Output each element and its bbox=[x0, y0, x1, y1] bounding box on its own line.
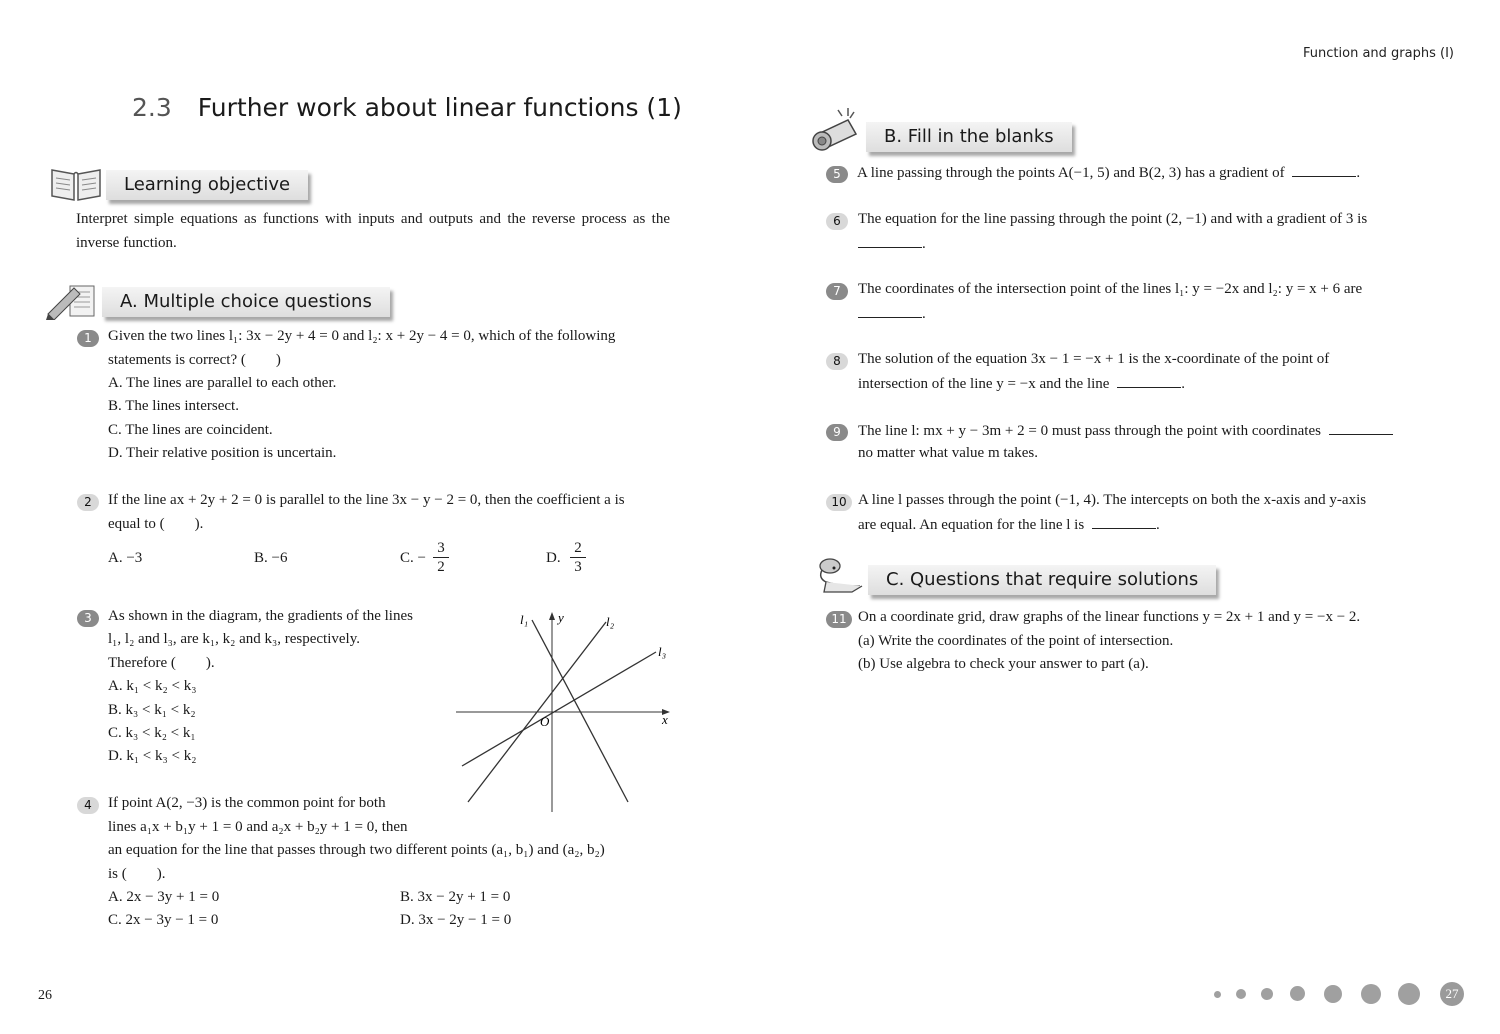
label-l1: l₁ bbox=[520, 612, 529, 627]
section-c-label: C. Questions that require solutions bbox=[868, 565, 1216, 595]
decorative-dot bbox=[1361, 984, 1381, 1004]
chapter-number: 2.3 bbox=[132, 93, 172, 122]
question-2-option-c-fraction bbox=[433, 540, 449, 577]
question-10-line-1: A line l passes through the point (−1, 4). The intercepts on both the x-axis and y-axis bbox=[858, 492, 1367, 508]
running-header: Function and graphs (I) bbox=[1303, 46, 1454, 61]
question-2-stem: If the line ax + 2y + 2 = 0 is parallel to the line 3x − y − 2 = 0, then the coefficient a is bbox=[108, 492, 625, 508]
decorative-dot bbox=[1324, 985, 1342, 1003]
question-11-badge: 11 bbox=[826, 611, 852, 628]
question-9-badge: 9 bbox=[826, 424, 848, 441]
question-7-line-2 bbox=[858, 305, 926, 323]
question-11-part-b: (b) Use algebra to check your answer to part (a). bbox=[858, 656, 1149, 672]
label-origin: O bbox=[540, 714, 550, 729]
label-x: x bbox=[662, 712, 668, 727]
question-11-line-1: On a coordinate grid, draw graphs of the linear functions y = 2x + 1 and y = −x − 2. bbox=[858, 609, 1361, 625]
question-8-end: . bbox=[1181, 376, 1185, 392]
question-6-end: . bbox=[922, 236, 926, 252]
answer-blank[interactable] bbox=[1292, 164, 1356, 177]
question-10-badge: 10 bbox=[826, 494, 852, 511]
question-11-part-a: (a) Write the coordinates of the point of intersection. bbox=[858, 633, 1174, 649]
question-3-badge: 3 bbox=[77, 610, 99, 627]
pencil-icon bbox=[44, 280, 100, 320]
question-5-badge: 5 bbox=[826, 166, 848, 183]
question-7-badge: 7 bbox=[826, 283, 848, 300]
learning-objective-text: Interpret simple equations as functions with inputs and outputs and the reverse process as the inverse function. bbox=[76, 211, 670, 251]
question-4-option-d: D. 3x − 2y − 1 = 0 bbox=[400, 912, 512, 928]
question-10-line-2 bbox=[858, 516, 1160, 534]
question-3-option-a: A. k₁ < k₂ < k₃ bbox=[108, 678, 197, 694]
book-icon bbox=[50, 166, 102, 202]
question-6-line-2 bbox=[858, 235, 926, 253]
question-4-badge: 4 bbox=[77, 797, 99, 814]
decorative-dot bbox=[1236, 989, 1246, 999]
question-5-stem: A line passing through the points A(−1, 5) and B(2, 3) has a gradient of bbox=[857, 165, 1285, 181]
question-6-line-1: The equation for the line passing through the point (2, −1) and with a gradient of 3 is bbox=[858, 211, 1368, 227]
question-3-option-d: D. k₁ < k₃ < k₂ bbox=[108, 748, 197, 764]
decorative-dot bbox=[1290, 986, 1305, 1001]
question-1-option-c: C. The lines are coincident. bbox=[108, 422, 273, 438]
question-7-end: . bbox=[922, 306, 926, 322]
question-8-line-1: The solution of the equation 3x − 1 = −x + 1 is the x-coordinate of the point of bbox=[858, 351, 1330, 367]
decorative-dot bbox=[1398, 983, 1420, 1005]
question-2-badge: 2 bbox=[77, 494, 99, 511]
question-3-option-c: C. k₃ < k₂ < k₁ bbox=[108, 725, 196, 741]
fraction-denominator: 3 bbox=[574, 559, 582, 575]
question-3-option-b: B. k₃ < k₁ < k₂ bbox=[108, 702, 196, 718]
question-3-diagram bbox=[448, 606, 678, 816]
question-9-line-1 bbox=[858, 422, 1393, 440]
question-2-stem-2: equal to ( ). bbox=[108, 516, 204, 532]
question-3-stem-3: Therefore ( ). bbox=[108, 655, 215, 671]
chapter-title: Further work about linear functions (1) bbox=[197, 93, 682, 122]
answer-blank[interactable] bbox=[1329, 422, 1393, 435]
line-l1 bbox=[532, 620, 628, 802]
question-10-end: . bbox=[1155, 517, 1160, 533]
label-l3: l₃ bbox=[658, 644, 667, 659]
decorative-dot bbox=[1214, 991, 1221, 998]
question-1-option-b: B. The lines intersect. bbox=[108, 398, 239, 414]
question-8-badge: 8 bbox=[826, 353, 848, 370]
scroll-icon bbox=[808, 106, 862, 152]
decorative-dot bbox=[1261, 988, 1273, 1000]
chapter-heading bbox=[132, 93, 682, 122]
question-8-stem-2: intersection of the line y = −x and the line bbox=[858, 376, 1110, 392]
answer-blank[interactable] bbox=[1092, 516, 1156, 529]
question-4-option-b: B. 3x − 2y + 1 = 0 bbox=[400, 889, 511, 905]
question-9-line-2: no matter what value m takes. bbox=[858, 445, 1038, 461]
question-4-option-a: A. 2x − 3y + 1 = 0 bbox=[108, 889, 220, 905]
question-3-stem: As shown in the diagram, the gradients of the lines bbox=[108, 608, 413, 624]
question-8-line-2 bbox=[858, 375, 1185, 393]
fraction-numerator: 2 bbox=[570, 540, 586, 558]
question-2-option-c: C. − bbox=[400, 550, 426, 566]
line-l3 bbox=[462, 652, 656, 766]
question-4-stem: If point A(2, −3) is the common point for both bbox=[108, 795, 386, 811]
page-number-left: 26 bbox=[38, 988, 52, 1003]
section-b-label: B. Fill in the blanks bbox=[866, 122, 1072, 152]
question-5-end: . bbox=[1356, 165, 1361, 181]
page-number-right: 27 bbox=[1440, 982, 1464, 1006]
question-1-option-a: A. The lines are parallel to each other. bbox=[108, 375, 337, 391]
learning-objective-label: Learning objective bbox=[106, 170, 308, 200]
answer-blank[interactable] bbox=[858, 305, 922, 318]
question-4-stem-4: is ( ). bbox=[108, 866, 166, 882]
question-1-badge: 1 bbox=[77, 330, 99, 347]
thinker-icon bbox=[812, 556, 866, 596]
question-1-stem-2: statements is correct? ( ) bbox=[108, 352, 281, 368]
question-3-stem-2: l₁, l₂ and l₃, are k₁, k₂ and k₃, respectively. bbox=[108, 631, 360, 647]
question-2-option-d-fraction bbox=[570, 540, 586, 577]
question-4-stem-3: an equation for the line that passes through two different points (a₁, b₁) and (a₂, b₂) bbox=[108, 842, 605, 858]
fraction-denominator: 2 bbox=[437, 559, 445, 575]
section-a-label: A. Multiple choice questions bbox=[102, 287, 390, 317]
question-1-option-d: D. Their relative position is uncertain. bbox=[108, 445, 337, 461]
question-10-stem-2: are equal. An equation for the line l is bbox=[858, 517, 1085, 533]
question-4-option-c: C. 2x − 3y − 1 = 0 bbox=[108, 912, 219, 928]
question-4-stem-2: lines a₁x + b₁y + 1 = 0 and a₂x + b₂y + 1 = 0, then bbox=[108, 819, 408, 835]
question-6-badge: 6 bbox=[826, 213, 848, 230]
question-2-option-b: B. −6 bbox=[254, 550, 288, 566]
question-2-option-d: D. bbox=[546, 550, 561, 566]
question-5-text bbox=[857, 164, 1360, 182]
question-9-stem: The line l: mx + y − 3m + 2 = 0 must pass through the point with coordinates bbox=[858, 423, 1321, 439]
fraction-numerator: 3 bbox=[433, 540, 449, 558]
label-y: y bbox=[558, 610, 564, 625]
label-l2: l₂ bbox=[606, 614, 615, 629]
answer-blank[interactable] bbox=[1117, 375, 1181, 388]
answer-blank[interactable] bbox=[858, 235, 922, 248]
question-2-option-a: A. −3 bbox=[108, 550, 143, 566]
y-axis-arrow bbox=[549, 612, 555, 620]
question-1-stem: Given the two lines l₁: 3x − 2y + 4 = 0 and l₂: x + 2y − 4 = 0, which of the following bbox=[108, 328, 616, 344]
question-7-line-1: The coordinates of the intersection point of the lines l₁: y = −2x and l₂: y = x + 6 are bbox=[858, 281, 1363, 297]
